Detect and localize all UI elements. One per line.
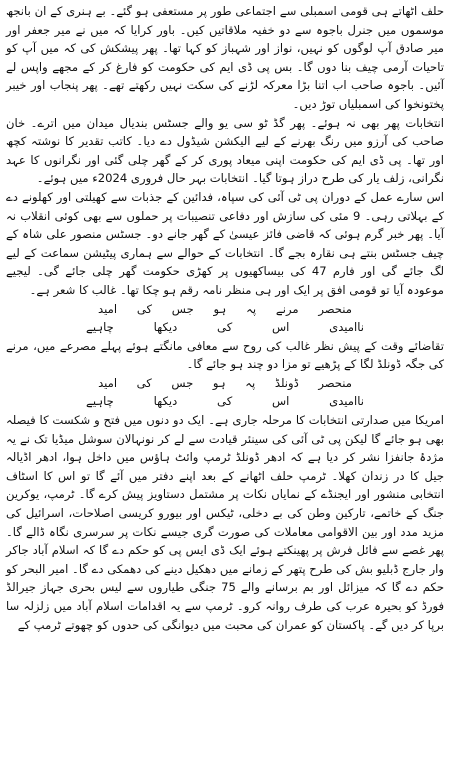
verse-word: کی (136, 375, 152, 390)
article-body (6, 2, 444, 634)
verse-word: اس (272, 320, 290, 335)
verse-word: چاہیے (86, 320, 114, 335)
verse-line-2 (6, 392, 444, 411)
verse-word: ہو (212, 375, 226, 390)
verse-word: اس (272, 394, 290, 409)
verse-word: امید (98, 375, 118, 390)
verse-word: مرنے (275, 301, 299, 316)
paragraph-3: اس سارے عمل کے دوران پی ٹی آئی کی سپاہ، فدائین کے جذبات سے کھیلتی اور کھلونے دے کے بہلاتی رہی۔ 9 مئی کی سازش اور دفاعی تنصیبات پر حملوں سے بھی کوئی انقلاب نہ آیا۔ پھر خبر گرم ہوئی کہ قاضی فائز عیسیٰ کے گھر جانے دو۔ جسٹس منصور علی شاہ کے چیف جسٹس بنتے ہی نقارہ بجے گا۔ انتخابات کے حوالے سے ہماری پیٹیشن سماعت کے لیے لگ جائے گی اور فارم 47 کی بیساکھیوں پر کھڑی حکومت گھر چلی جائے گی۔ لیجیے موعودہ آیا تو قومی افق پر ایک اور ہی منظر نامہ رقم ہو چکا تھا۔ غالب کا شعر ہے۔ (6, 189, 444, 297)
verse-word: کی (136, 301, 153, 316)
verse-word: دیکھا (153, 320, 178, 335)
verse-word: ہو (213, 301, 227, 316)
verse-word: جس (171, 375, 194, 390)
paragraph-4: تقاضائے وقت کے پیش نظر غالب کی روح سے معافی مانگتے ہوئے پہلے مصرعے میں، مرنے کی جگہ ڈونلڈ لگا کے پڑھیے تو مزا دو چند ہو جائے گا۔ (6, 338, 444, 372)
verse-word: پہ (245, 375, 256, 390)
verse-word: منحصر (318, 301, 352, 316)
verse-word: ناامیدی (329, 320, 364, 335)
verse-word: کی (217, 394, 233, 409)
verse-word: کی (217, 320, 233, 335)
verse-line-2 (6, 318, 444, 337)
verse-word: دیکھا (153, 394, 178, 409)
paragraph-5: امریکا میں صدارتی انتخابات کا مرحلہ جاری ہے۔ ایک دو دنوں میں فتح و شکست کا فیصلہ بھی ہو جائے گا لیکن پی ٹی آئی کی سینئر قیادت سے لے کر نونہالان سوشل میڈیا تک نے یہ مژدۂ جانفزا نشر کر دیا ہے کہ ادھر ڈونلڈ ٹرمپ وائٹ ہاؤس میں داخل ہوا، ادھر اڈیالہ جیل کا در زندان کھلا۔ ٹرمپ حلف اٹھانے کے بعد اپنے دفتر میں آئے گا تو اس کا اسٹاف انتخابی منشور اور ایجنڈے کے نمایاں نکات پر مشتمل دستاویز پیش کرے گا۔ ٹرمپ، یوکرین جنگ کے خاتمے، تارکین وطن کی بے دخلی، ٹیکس اور بیورو کریسی اصلاحات، اسرائیل کی مزید مدد اور بین الاقوامی معاملات کی صورت گری جیسے نکات پر سرسری نگاہ ڈالے گا۔ پھر غصے سے فائل فرش پر پھینکتے ہوئے ایک ڈی ایس پی کو حکم دے گا کہ اسلام آباد جاکر وار جارج ڈبلیو بش کی طرح پتھر کے زمانے میں دھکیل دینے کی دھمکی دے گا۔ امیر البحر کو حکم دے گا کہ میزائل اور بم برسانے والے 75 جنگی طیاروں سے لیس بحری جہاز جیرالڈ فورڈ کو بحیرہ عرب کی طرف روانہ کرو۔ ٹرمپ سے یہ اقدامات اسلام آباد میں زلزلہ سا برپا کر دیں گے۔ پاکستان کو عمران کی محبت میں دیوانگی کی حدوں کو چھوتے ٹرمپ کے (6, 413, 444, 632)
verse-line-1 (6, 300, 444, 319)
verse-word: پہ (246, 301, 257, 316)
verse-word: چاہیے (86, 394, 114, 409)
paragraph-2: انتخابات پھر بھی نہ ہوئے۔ پھر گڈ ٹو سی یو والے جسٹس بندیال میدان میں اترے۔ خان صاحب کی آرزو میں رنگ بھرنے کے لیے الیکشن شیڈول دے دیا۔ کاتب تقدیر کا نوشتہ کچھ اور تھا۔ پی ڈی ایم کی حکومت اپنی میعاد پوری کر کے گھر چلی گئی اور نگرانوں کا عہد نگرانی، زلف یار کی طرح دراز ہوتا گیا۔ انتخابات بہر حال فروری 2024ء میں ہوئے۔ (6, 115, 444, 186)
verse-word: جس (171, 301, 194, 316)
verse-word: ناامیدی (329, 394, 364, 409)
ghalib-verse-modified (6, 374, 444, 411)
verse-word: ڈونلڈ (274, 375, 299, 390)
paragraph-1: حلف اٹھاتے ہی قومی اسمبلی سے اجتماعی طور پر مستعفی ہو گئے۔ بے ہنری کے ان بانجھ موسموں میں جنرل باجوہ سے دو خفیہ ملاقاتیں کیں۔ باور کرایا کہ میں نے میر جعفر اور میر صادق آپ لوگوں کو نہیں، نواز اور شہباز کو کہا تھا۔ پھر پیشکش کی کہ میں آپ کو تاحیات آرمی چیف بنا دوں گا۔ بس پی ڈی ایم کی حکومت کو فارغ کر کے مجھے واپس لے آئیں۔ باجوہ صاحب اب اتنا بڑا معرکہ لڑنے کی سکت نہیں رکھتے تھے۔ پھر پنجاب اور خیبر پختونخوا کی اسمبلیاں توڑ دیں۔ (6, 4, 444, 111)
verse-line-1 (6, 374, 444, 393)
verse-word: امید (98, 301, 118, 316)
ghalib-verse-original (6, 300, 444, 337)
verse-word: منحصر (318, 375, 352, 390)
